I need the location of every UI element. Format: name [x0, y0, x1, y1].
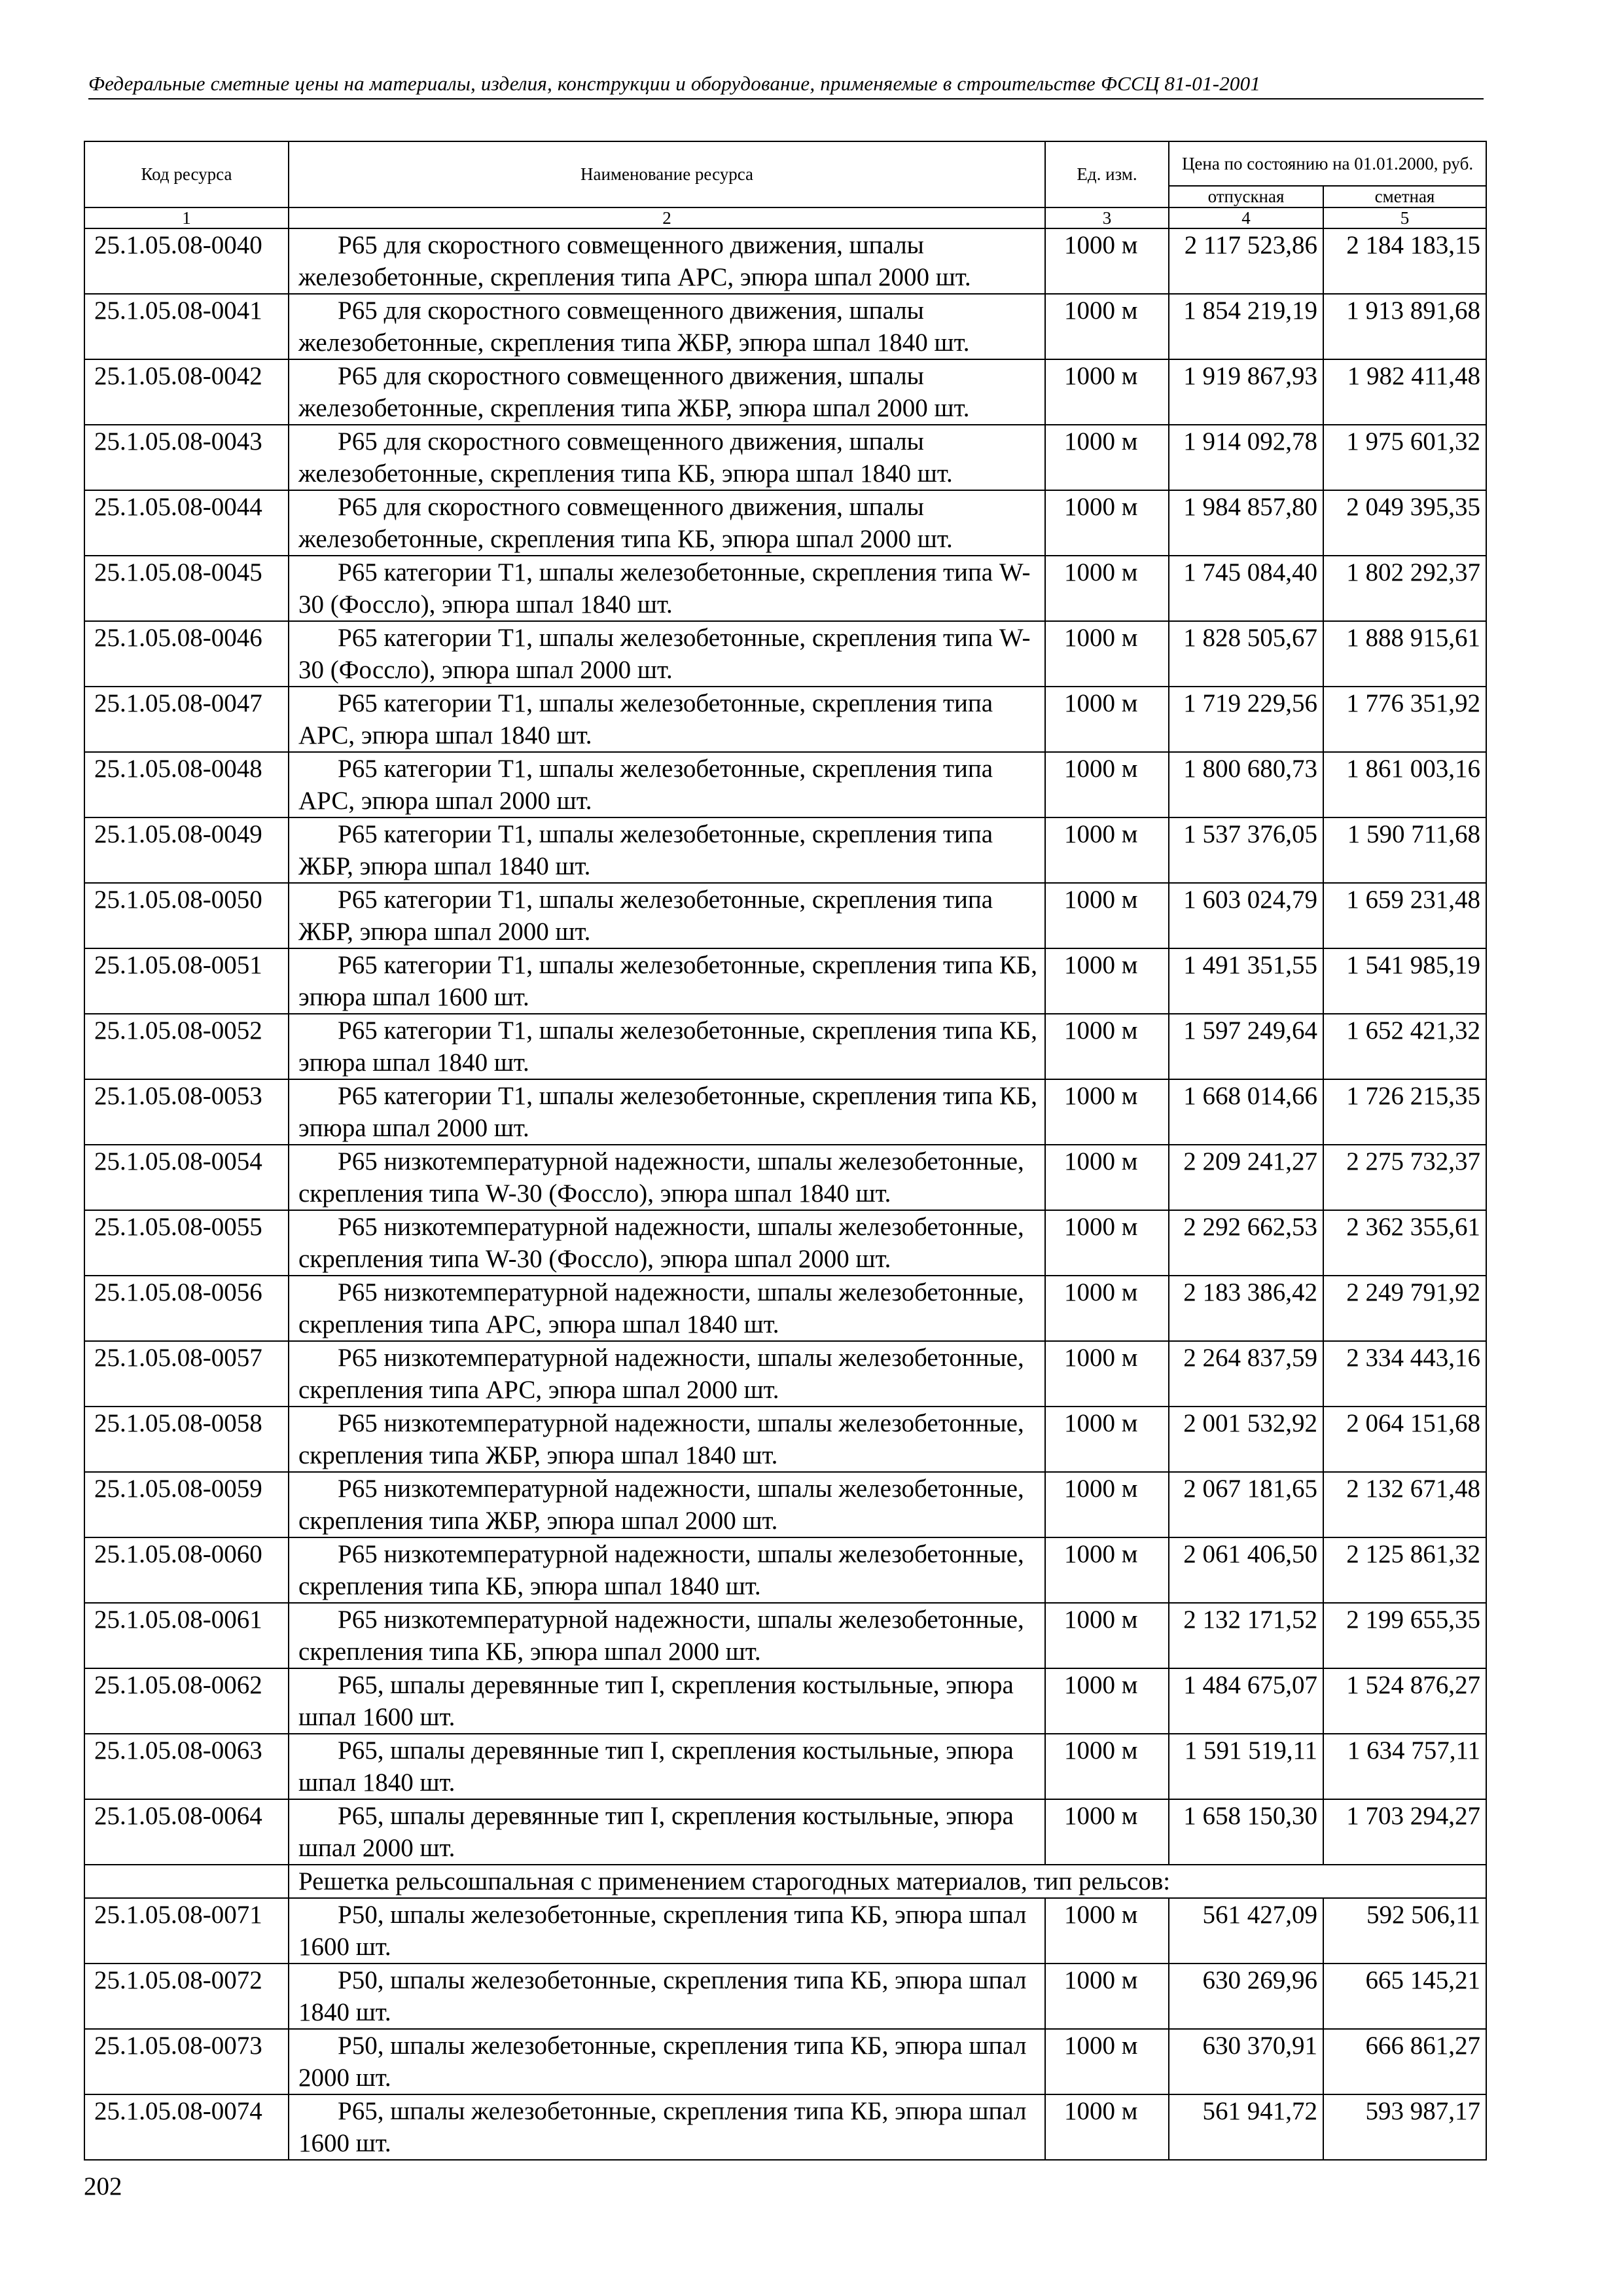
- estimate-price: 1 659 231,48: [1323, 883, 1486, 948]
- estimate-price: 1 726 215,35: [1323, 1079, 1486, 1145]
- header-code: Код ресурса: [84, 141, 289, 207]
- resource-code: 25.1.05.08-0042: [84, 359, 289, 425]
- resource-unit: 1000 м: [1045, 948, 1169, 1014]
- release-price: 2 209 241,27: [1169, 1145, 1323, 1210]
- release-price: 1 914 092,78: [1169, 425, 1323, 490]
- section-row: [84, 1865, 1486, 1898]
- resource-name: Р65 для скоростного совмещенного движения, шпалы железобетонные, скрепления типа ЖБР, эпюра шпал 2000 шт.: [289, 359, 1045, 425]
- resource-unit: 1000 м: [1045, 1964, 1169, 2029]
- section-empty-cell: [84, 1865, 289, 1898]
- column-number: 5: [1323, 207, 1486, 228]
- resource-name: Р50, шпалы железобетонные, скрепления типа КБ, эпюра шпал 1840 шт.: [289, 1964, 1045, 2029]
- table-row: [84, 2029, 1486, 2094]
- table-row: [84, 1079, 1486, 1145]
- table-row: [84, 1472, 1486, 1537]
- resource-unit: 1000 м: [1045, 490, 1169, 556]
- resource-name: Р50, шпалы железобетонные, скрепления типа КБ, эпюра шпал 2000 шт.: [289, 2029, 1045, 2094]
- header-unit: Ед. изм.: [1045, 141, 1169, 207]
- column-numbers-row: [84, 207, 1486, 228]
- estimate-price: 666 861,27: [1323, 2029, 1486, 2094]
- estimate-price: 2 362 355,61: [1323, 1210, 1486, 1276]
- page-number: 202: [84, 2172, 122, 2200]
- column-number: 3: [1045, 207, 1169, 228]
- release-price: 1 658 150,30: [1169, 1799, 1323, 1865]
- resource-code: 25.1.05.08-0045: [84, 556, 289, 621]
- estimate-price: 2 275 732,37: [1323, 1145, 1486, 1210]
- resource-unit: 1000 м: [1045, 817, 1169, 883]
- release-price: 2 117 523,86: [1169, 228, 1323, 294]
- estimate-price: 1 703 294,27: [1323, 1799, 1486, 1865]
- estimate-price: 2 334 443,16: [1323, 1341, 1486, 1407]
- table-row: [84, 490, 1486, 556]
- estimate-price: 1 982 411,48: [1323, 359, 1486, 425]
- resource-name: Р65 для скоростного совмещенного движения, шпалы железобетонные, скрепления типа АРС, эпюра шпал 2000 шт.: [289, 228, 1045, 294]
- release-price: 2 132 171,52: [1169, 1603, 1323, 1668]
- resource-name: Р65 низкотемпературной надежности, шпалы железобетонные, скрепления типа АРС, эпюра шпал 1840 шт.: [289, 1276, 1045, 1341]
- resource-name: Р65 категории Т1, шпалы железобетонные, скрепления типа КБ, эпюра шпал 1600 шт.: [289, 948, 1045, 1014]
- estimate-price: 593 987,17: [1323, 2094, 1486, 2160]
- estimate-price: 1 634 757,11: [1323, 1734, 1486, 1799]
- release-price: 1 719 229,56: [1169, 687, 1323, 752]
- table-row: [84, 228, 1486, 294]
- table-row: [84, 817, 1486, 883]
- release-price: 1 919 867,93: [1169, 359, 1323, 425]
- table-header-row: [84, 141, 1486, 186]
- estimate-price: 1 524 876,27: [1323, 1668, 1486, 1734]
- resource-unit: 1000 м: [1045, 1799, 1169, 1865]
- table-row: [84, 1898, 1486, 1964]
- resource-unit: 1000 м: [1045, 294, 1169, 359]
- resource-code: 25.1.05.08-0059: [84, 1472, 289, 1537]
- resource-unit: 1000 м: [1045, 1407, 1169, 1472]
- release-price: 1 984 857,80: [1169, 490, 1323, 556]
- resource-code: 25.1.05.08-0057: [84, 1341, 289, 1407]
- resource-code: 25.1.05.08-0063: [84, 1734, 289, 1799]
- resource-code: 25.1.05.08-0040: [84, 228, 289, 294]
- table-row: [84, 687, 1486, 752]
- resource-code: 25.1.05.08-0043: [84, 425, 289, 490]
- resource-unit: 1000 м: [1045, 228, 1169, 294]
- resource-code: 25.1.05.08-0050: [84, 883, 289, 948]
- estimate-price: 2 125 861,32: [1323, 1537, 1486, 1603]
- table-row: [84, 1537, 1486, 1603]
- resource-name: Р65, шпалы деревянные тип I, скрепления костыльные, эпюра шпал 2000 шт.: [289, 1799, 1045, 1865]
- table-row: [84, 948, 1486, 1014]
- resource-unit: 1000 м: [1045, 1079, 1169, 1145]
- section-title: Решетка рельсошпальная с применением старогодных материалов, тип рельсов:: [289, 1865, 1486, 1898]
- resource-code: 25.1.05.08-0052: [84, 1014, 289, 1079]
- resource-unit: 1000 м: [1045, 1276, 1169, 1341]
- table-row: [84, 1668, 1486, 1734]
- release-price: 2 067 181,65: [1169, 1472, 1323, 1537]
- resource-unit: 1000 м: [1045, 1145, 1169, 1210]
- resource-code: 25.1.05.08-0044: [84, 490, 289, 556]
- resource-unit: 1000 м: [1045, 425, 1169, 490]
- table-row: [84, 294, 1486, 359]
- estimate-price: 2 064 151,68: [1323, 1407, 1486, 1472]
- table-row: [84, 556, 1486, 621]
- estimate-price: 665 145,21: [1323, 1964, 1486, 2029]
- table-row: [84, 1964, 1486, 2029]
- resource-unit: 1000 м: [1045, 1472, 1169, 1537]
- release-price: 1 537 376,05: [1169, 817, 1323, 883]
- estimate-price: 1 975 601,32: [1323, 425, 1486, 490]
- resource-name: Р65 для скоростного совмещенного движения, шпалы железобетонные, скрепления типа КБ, эпюра шпал 1840 шт.: [289, 425, 1045, 490]
- resource-unit: 1000 м: [1045, 1603, 1169, 1668]
- header-price-group: Цена по состоянию на 01.01.2000, руб.: [1169, 141, 1486, 186]
- resource-unit: 1000 м: [1045, 556, 1169, 621]
- table-row: [84, 1276, 1486, 1341]
- estimate-price: 1 590 711,68: [1323, 817, 1486, 883]
- table-row: [84, 1799, 1486, 1865]
- resource-unit: 1000 м: [1045, 1898, 1169, 1964]
- resource-unit: 1000 м: [1045, 1341, 1169, 1407]
- resource-name: Р65 низкотемпературной надежности, шпалы железобетонные, скрепления типа W-30 (Фоссло), эпюра шпал 1840 шт.: [289, 1145, 1045, 1210]
- resource-name: Р65 категории Т1, шпалы железобетонные, скрепления типа W-30 (Фоссло), эпюра шпал 1840 шт.: [289, 556, 1045, 621]
- price-table: [84, 141, 1487, 2161]
- table-row: [84, 1734, 1486, 1799]
- column-number: 1: [84, 207, 289, 228]
- resource-name: Р65 низкотемпературной надежности, шпалы железобетонные, скрепления типа КБ, эпюра шпал 2000 шт.: [289, 1603, 1045, 1668]
- resource-unit: 1000 м: [1045, 1014, 1169, 1079]
- header-release: отпускная: [1169, 186, 1323, 207]
- table-row: [84, 425, 1486, 490]
- table-row: [84, 621, 1486, 687]
- estimate-price: 2 249 791,92: [1323, 1276, 1486, 1341]
- resource-code: 25.1.05.08-0048: [84, 752, 289, 817]
- table-row: [84, 1341, 1486, 1407]
- header-estimate: сметная: [1323, 186, 1486, 207]
- estimate-price: 1 913 891,68: [1323, 294, 1486, 359]
- running-header: Федеральные сметные цены на материалы, изделия, конструкции и оборудование, применяемые в строительстве ФССЦ 81-01-2001: [88, 72, 1484, 99]
- resource-unit: 1000 м: [1045, 1210, 1169, 1276]
- resource-code: 25.1.05.08-0046: [84, 621, 289, 687]
- resource-code: 25.1.05.08-0071: [84, 1898, 289, 1964]
- resource-name: Р65, шпалы железобетонные, скрепления типа КБ, эпюра шпал 1600 шт.: [289, 2094, 1045, 2160]
- release-price: 1 745 084,40: [1169, 556, 1323, 621]
- release-price: 2 292 662,53: [1169, 1210, 1323, 1276]
- header-name: Наименование ресурса: [289, 141, 1045, 207]
- resource-code: 25.1.05.08-0054: [84, 1145, 289, 1210]
- release-price: 1 491 351,55: [1169, 948, 1323, 1014]
- release-price: 1 668 014,66: [1169, 1079, 1323, 1145]
- resource-name: Р65 категории Т1, шпалы железобетонные, скрепления типа АРС, эпюра шпал 2000 шт.: [289, 752, 1045, 817]
- table-row: [84, 1603, 1486, 1668]
- release-price: 561 941,72: [1169, 2094, 1323, 2160]
- resource-name: Р65 категории Т1, шпалы железобетонные, скрепления типа ЖБР, эпюра шпал 1840 шт.: [289, 817, 1045, 883]
- resource-unit: 1000 м: [1045, 752, 1169, 817]
- estimate-price: 1 652 421,32: [1323, 1014, 1486, 1079]
- resource-unit: 1000 м: [1045, 1668, 1169, 1734]
- table-row: [84, 1407, 1486, 1472]
- resource-unit: 1000 м: [1045, 621, 1169, 687]
- release-price: 1 828 505,67: [1169, 621, 1323, 687]
- estimate-price: 2 132 671,48: [1323, 1472, 1486, 1537]
- release-price: 1 591 519,11: [1169, 1734, 1323, 1799]
- resource-name: Р50, шпалы железобетонные, скрепления типа КБ, эпюра шпал 1600 шт.: [289, 1898, 1045, 1964]
- resource-code: 25.1.05.08-0061: [84, 1603, 289, 1668]
- resource-name: Р65 низкотемпературной надежности, шпалы железобетонные, скрепления типа W-30 (Фоссло), эпюра шпал 2000 шт.: [289, 1210, 1045, 1276]
- release-price: 1 597 249,64: [1169, 1014, 1323, 1079]
- resource-name: Р65 низкотемпературной надежности, шпалы железобетонные, скрепления типа КБ, эпюра шпал 1840 шт.: [289, 1537, 1045, 1603]
- resource-name: Р65 категории Т1, шпалы железобетонные, скрепления типа W-30 (Фоссло), эпюра шпал 2000 шт.: [289, 621, 1045, 687]
- resource-unit: 1000 м: [1045, 2094, 1169, 2160]
- resource-unit: 1000 м: [1045, 883, 1169, 948]
- resource-code: 25.1.05.08-0073: [84, 2029, 289, 2094]
- resource-name: Р65, шпалы деревянные тип I, скрепления костыльные, эпюра шпал 1840 шт.: [289, 1734, 1045, 1799]
- estimate-price: 2 199 655,35: [1323, 1603, 1486, 1668]
- resource-code: 25.1.05.08-0062: [84, 1668, 289, 1734]
- resource-code: 25.1.05.08-0060: [84, 1537, 289, 1603]
- table-row: [84, 752, 1486, 817]
- table-row: [84, 2094, 1486, 2160]
- estimate-price: 1 541 985,19: [1323, 948, 1486, 1014]
- resource-code: 25.1.05.08-0055: [84, 1210, 289, 1276]
- estimate-price: 2 049 395,35: [1323, 490, 1486, 556]
- release-price: 1 800 680,73: [1169, 752, 1323, 817]
- table-row: [84, 359, 1486, 425]
- release-price: 630 370,91: [1169, 2029, 1323, 2094]
- resource-code: 25.1.05.08-0056: [84, 1276, 289, 1341]
- resource-name: Р65 категории Т1, шпалы железобетонные, скрепления типа АРС, эпюра шпал 1840 шт.: [289, 687, 1045, 752]
- resource-unit: 1000 м: [1045, 1734, 1169, 1799]
- release-price: 1 603 024,79: [1169, 883, 1323, 948]
- resource-code: 25.1.05.08-0053: [84, 1079, 289, 1145]
- estimate-price: 1 861 003,16: [1323, 752, 1486, 817]
- release-price: 2 183 386,42: [1169, 1276, 1323, 1341]
- resource-name: Р65 категории Т1, шпалы железобетонные, скрепления типа КБ, эпюра шпал 2000 шт.: [289, 1079, 1045, 1145]
- resource-name: Р65 категории Т1, шпалы железобетонные, скрепления типа КБ, эпюра шпал 1840 шт.: [289, 1014, 1045, 1079]
- resource-unit: 1000 м: [1045, 1537, 1169, 1603]
- resource-name: Р65 категории Т1, шпалы железобетонные, скрепления типа ЖБР, эпюра шпал 2000 шт.: [289, 883, 1045, 948]
- table-row: [84, 1145, 1486, 1210]
- column-number: 2: [289, 207, 1045, 228]
- release-price: 2 061 406,50: [1169, 1537, 1323, 1603]
- estimate-price: 2 184 183,15: [1323, 228, 1486, 294]
- table-row: [84, 1014, 1486, 1079]
- release-price: 1 484 675,07: [1169, 1668, 1323, 1734]
- estimate-price: 1 776 351,92: [1323, 687, 1486, 752]
- resource-code: 25.1.05.08-0074: [84, 2094, 289, 2160]
- table-row: [84, 883, 1486, 948]
- resource-code: 25.1.05.08-0072: [84, 1964, 289, 2029]
- release-price: 2 001 532,92: [1169, 1407, 1323, 1472]
- column-number: 4: [1169, 207, 1323, 228]
- resource-code: 25.1.05.08-0051: [84, 948, 289, 1014]
- release-price: 630 269,96: [1169, 1964, 1323, 2029]
- resource-unit: 1000 м: [1045, 359, 1169, 425]
- resource-name: Р65 низкотемпературной надежности, шпалы железобетонные, скрепления типа ЖБР, эпюра шпал 1840 шт.: [289, 1407, 1045, 1472]
- table-row: [84, 1210, 1486, 1276]
- resource-code: 25.1.05.08-0064: [84, 1799, 289, 1865]
- resource-name: Р65 для скоростного совмещенного движения, шпалы железобетонные, скрепления типа ЖБР, эпюра шпал 1840 шт.: [289, 294, 1045, 359]
- resource-unit: 1000 м: [1045, 2029, 1169, 2094]
- resource-code: 25.1.05.08-0047: [84, 687, 289, 752]
- resource-name: Р65, шпалы деревянные тип I, скрепления костыльные, эпюра шпал 1600 шт.: [289, 1668, 1045, 1734]
- release-price: 2 264 837,59: [1169, 1341, 1323, 1407]
- release-price: 1 854 219,19: [1169, 294, 1323, 359]
- resource-code: 25.1.05.08-0058: [84, 1407, 289, 1472]
- resource-unit: 1000 м: [1045, 687, 1169, 752]
- estimate-price: 1 802 292,37: [1323, 556, 1486, 621]
- estimate-price: 1 888 915,61: [1323, 621, 1486, 687]
- resource-name: Р65 низкотемпературной надежности, шпалы железобетонные, скрепления типа АРС, эпюра шпал 2000 шт.: [289, 1341, 1045, 1407]
- resource-name: Р65 для скоростного совмещенного движения, шпалы железобетонные, скрепления типа КБ, эпюра шпал 2000 шт.: [289, 490, 1045, 556]
- estimate-price: 592 506,11: [1323, 1898, 1486, 1964]
- resource-code: 25.1.05.08-0041: [84, 294, 289, 359]
- release-price: 561 427,09: [1169, 1898, 1323, 1964]
- resource-code: 25.1.05.08-0049: [84, 817, 289, 883]
- resource-name: Р65 низкотемпературной надежности, шпалы железобетонные, скрепления типа ЖБР, эпюра шпал 2000 шт.: [289, 1472, 1045, 1537]
